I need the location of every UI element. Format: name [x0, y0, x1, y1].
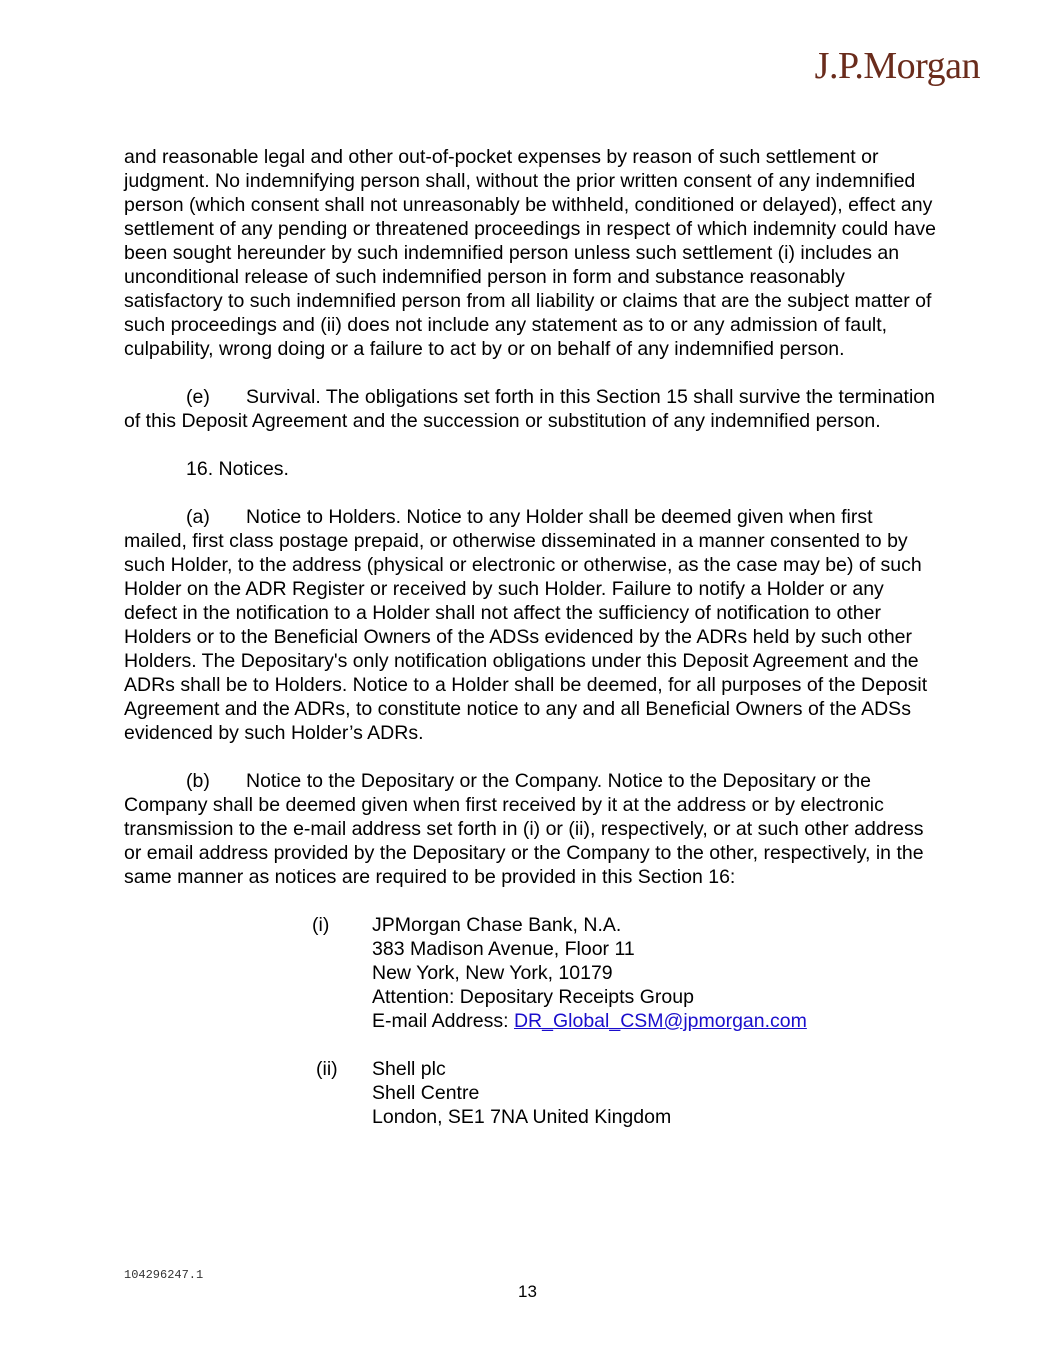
section-heading-text: 16. Notices.	[186, 458, 289, 480]
notice-holders-text: Notice to Holders. Notice to any Holder shall be deemed given when first mailed, first class postage prepaid, or otherwise disseminated in a manner consented to by such Holder, to the address (physical or electronic or otherwise, as the case may be) of such Holder on the ADR Register or received by such Holder. Failure to notify a Holder or any defect in the notification to a Holder shall not affect the sufficiency of notification to other Holders or to the Beneficial Owners of the ADSs evidenced by the ADRs held by such other Holders. The Depositary's only notification obligations under this Deposit Agreement and the ADRs shall be to Holders. Notice to a Holder shall be deemed, for all purposes of the Deposit Agreement and the ADRs, to constitute notice to any and all Beneficial Owners of the ADSs evidenced by such Holder’s ADRs.	[124, 506, 928, 744]
address-i-lines	[372, 913, 807, 1033]
paragraph-notice-to-depositary	[124, 769, 939, 889]
address-ii-label: (ii)	[316, 1058, 338, 1080]
paragraph-notice-to-holders	[124, 505, 939, 745]
section-heading-notices	[124, 457, 939, 481]
address-ii-line2: Shell Centre	[372, 1082, 480, 1104]
address-depositary	[124, 913, 939, 1033]
page-number: 13	[518, 1282, 537, 1301]
address-ii-line3: London, SE1 7NA United Kingdom	[372, 1106, 672, 1128]
address-company	[124, 1057, 939, 1129]
notice-depositary-text: Notice to the Depositary or the Company. Notice to the Depositary or the Company shall be deemed given when first received by it at the address or by electronic transmission to the e-mail address set forth in (i) or (ii), respectively, or at such other address or email address provided by the Depositary or the Company to the other, respectively, in the same manner as notices are required to be provided in this Section 16:	[124, 770, 924, 888]
address-i-label: (i)	[312, 914, 330, 936]
document-body	[124, 145, 939, 1153]
notice-depositary-label: (b)	[186, 770, 210, 792]
address-ii-line1: Shell plc	[372, 1058, 446, 1080]
address-i-line4: Attention: Depositary Receipts Group	[372, 986, 694, 1008]
address-i-line2: 383 Madison Avenue, Floor 11	[372, 938, 635, 960]
survival-label: (e)	[186, 386, 210, 408]
document-id: 104296247.1	[124, 1268, 204, 1282]
paragraph-survival	[124, 385, 939, 433]
email-link[interactable]: DR_Global_CSM@jpmorgan.com	[513, 1010, 807, 1032]
survival-text: Survival. The obligations set forth in this Section 15 shall survive the termination of this Deposit Agreement and the succession or substitution of any indemnified person.	[124, 386, 935, 432]
jpmorgan-logo: J.P.Morgan	[814, 45, 980, 87]
notice-holders-label: (a)	[186, 506, 210, 528]
address-ii-lines	[372, 1057, 671, 1129]
email-label: E-mail Address:	[372, 1010, 514, 1032]
address-i-line1: JPMorgan Chase Bank, N.A.	[372, 914, 622, 936]
address-i-line3: New York, New York, 10179	[372, 962, 613, 984]
paragraph-continuation: and reasonable legal and other out-of-pocket expenses by reason of such settlement or judgment. No indemnifying person shall, without the prior written consent of any indemnified person (which consent shall not unreasonably be withheld, conditioned or delayed), effect any settlement of any pending or threatened proceedings in respect of which indemnity could have been sought hereunder by such indemnified person unless such settlement (i) includes an unconditional release of such indemnified person in form and substance reasonably satisfactory to such indemnified person from all liability or claims that are the subject matter of such proceedings and (ii) does not include any statement as to or any admission of fault, culpability, wrong doing or a failure to act by or on behalf of any indemnified person.	[124, 146, 936, 360]
address-i-email-row	[372, 1009, 807, 1033]
